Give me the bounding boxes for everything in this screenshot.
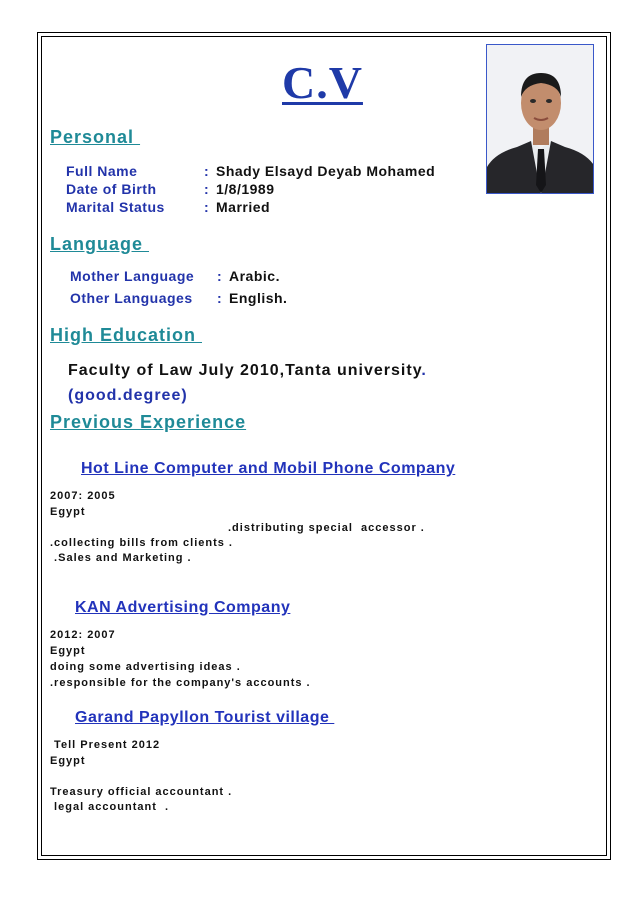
dob-label: Date of Birth xyxy=(66,181,157,197)
other-languages-label: Other Languages xyxy=(70,290,193,306)
full-name-value: Shady Elsayd Deyab Mohamed xyxy=(216,163,436,179)
colon: : xyxy=(204,181,209,197)
dob-value: 1/8/1989 xyxy=(216,181,275,197)
full-name-label: Full Name xyxy=(66,163,138,179)
portrait-image xyxy=(487,45,594,194)
job-duty: .Sales and Marketing . xyxy=(50,552,192,564)
colon: : xyxy=(204,163,209,179)
job-period: 2012: 2007 xyxy=(50,629,116,641)
job-company: Hot Line Computer and Mobil Phone Company xyxy=(81,460,456,477)
education-grade: (good.degree) xyxy=(68,387,188,404)
mother-language-label: Mother Language xyxy=(70,268,195,284)
mother-language-value: Arabic. xyxy=(229,268,280,284)
education-line xyxy=(68,362,427,380)
job-duty: .collecting bills from clients . xyxy=(50,537,233,549)
section-education: High Education xyxy=(50,325,202,345)
job-period: 2007: 2005 xyxy=(50,490,116,502)
job-company: KAN Advertising Company xyxy=(75,599,291,616)
cv-title: C.V xyxy=(282,57,363,108)
education-period: . xyxy=(421,362,427,379)
colon: : xyxy=(217,290,222,306)
other-languages-value: English. xyxy=(229,290,288,306)
job-country: Egypt xyxy=(50,645,86,657)
section-personal: Personal xyxy=(50,127,141,147)
job-duty: doing some advertising ideas . xyxy=(50,661,241,673)
marital-status-value: Married xyxy=(216,199,271,215)
section-language: Language xyxy=(50,234,150,254)
job-duty: .distributing special accessor . xyxy=(228,522,425,534)
job-company: Garand Papyllon Tourist village xyxy=(75,709,335,726)
colon: : xyxy=(204,199,209,215)
colon: : xyxy=(217,268,222,284)
job-duty: .responsible for the company's accounts . xyxy=(50,677,311,689)
job-country: Egypt xyxy=(50,506,86,518)
education-degree: Faculty of Law July 2010,Tanta university xyxy=(68,362,422,379)
job-duty: Treasury official accountant . xyxy=(50,786,233,798)
job-duty: legal accountant . xyxy=(50,801,170,813)
job-country: Egypt xyxy=(50,755,86,767)
job-period: Tell Present 2012 xyxy=(50,739,161,751)
profile-photo xyxy=(486,44,594,194)
section-experience: Previous Experience xyxy=(50,412,247,432)
marital-status-label: Marital Status xyxy=(66,199,165,215)
